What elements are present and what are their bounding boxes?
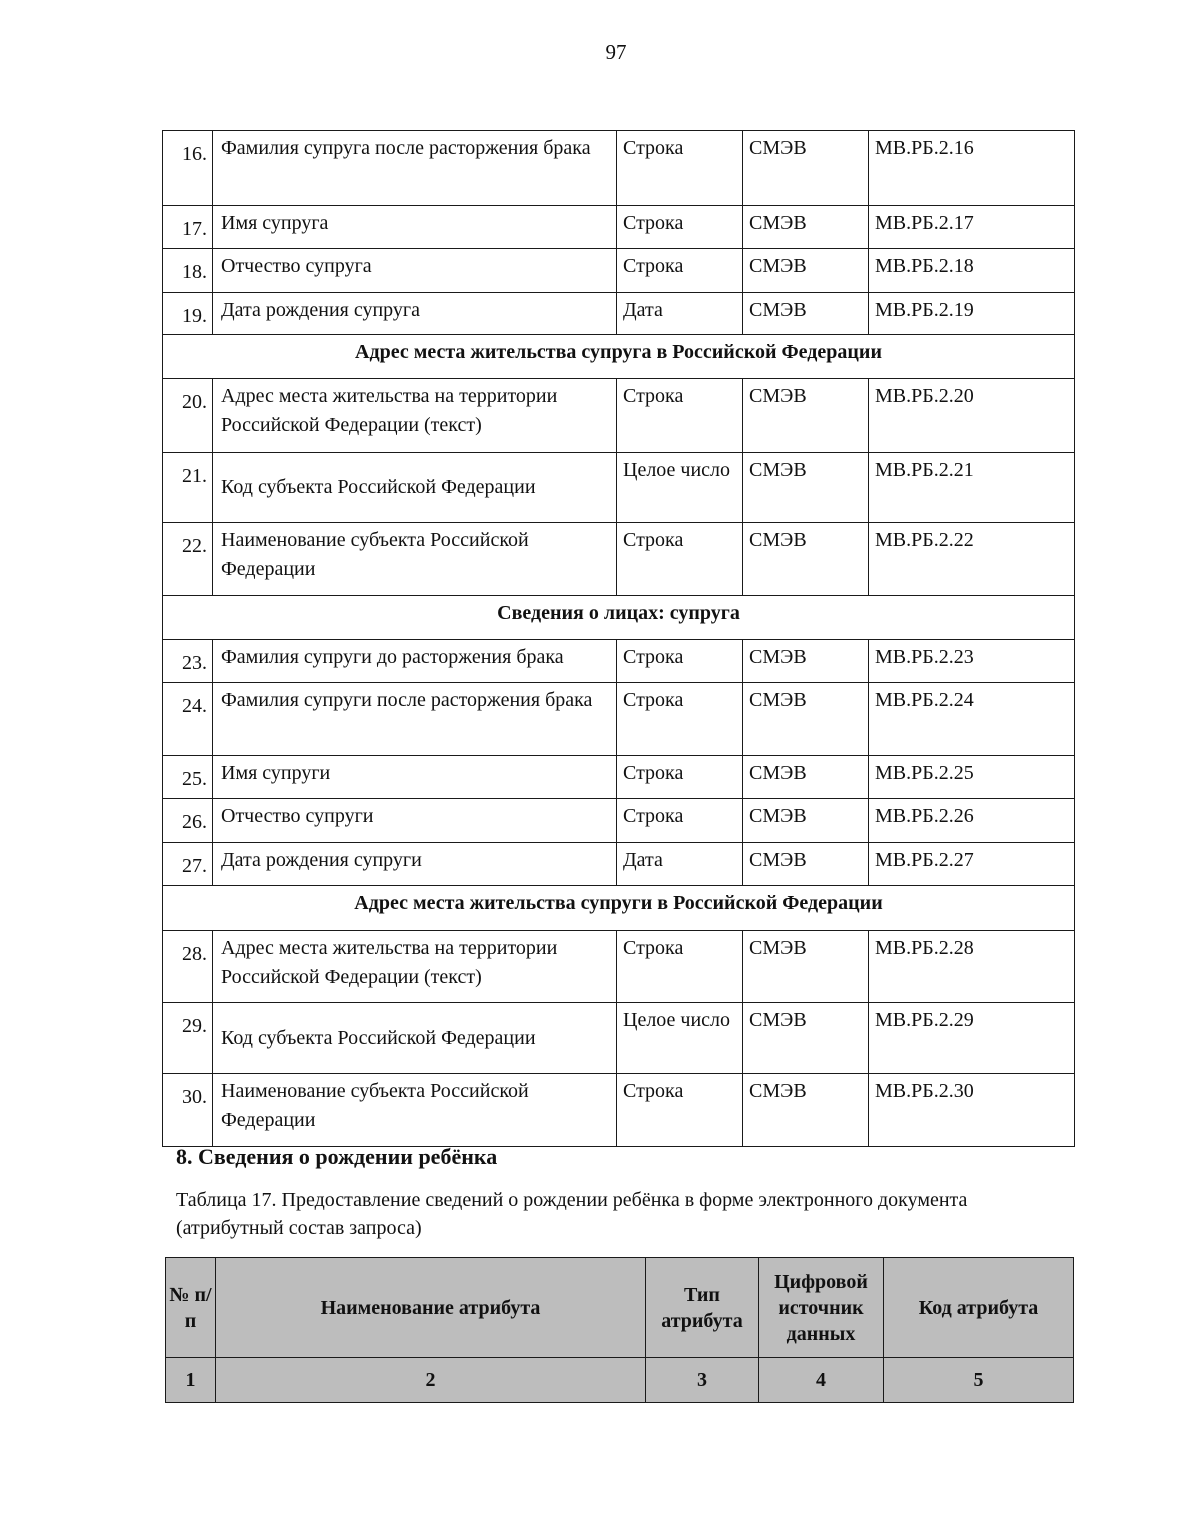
- row-number: 17.: [163, 206, 213, 249]
- column-header-number: № п/п: [166, 1258, 216, 1358]
- data-source: СМЭВ: [743, 131, 869, 206]
- attribute-code: МВ.РБ.2.19: [869, 293, 1075, 335]
- attribute-name: Код субъекта Российской Федерации: [213, 453, 617, 523]
- attribute-code: МВ.РБ.2.23: [869, 640, 1075, 683]
- attribute-code: МВ.РБ.2.29: [869, 1003, 1075, 1074]
- table-row: [163, 683, 1075, 756]
- data-source: СМЭВ: [743, 1074, 869, 1147]
- section-row: [163, 886, 1075, 931]
- row-number: 27.: [163, 843, 213, 886]
- row-number: 28.: [163, 931, 213, 1003]
- table-row: [163, 1074, 1075, 1147]
- attribute-type: Строка: [617, 640, 743, 683]
- table-row: [163, 756, 1075, 799]
- section-title: 8. Сведения о рождении ребёнка: [176, 1144, 498, 1169]
- attribute-name: Дата рождения супруги: [213, 843, 617, 886]
- data-source: СМЭВ: [743, 293, 869, 335]
- table-row: [163, 799, 1075, 843]
- row-number: 20.: [163, 379, 213, 453]
- attribute-type: Строка: [617, 206, 743, 249]
- column-header-attribute-type: Тип атрибута: [646, 1258, 759, 1358]
- row-number: 23.: [163, 640, 213, 683]
- row-number: 30.: [163, 1074, 213, 1147]
- attribute-name: Наименование субъекта Российской Федерации: [213, 1074, 617, 1147]
- table-row: [163, 931, 1075, 1003]
- column-number: 5: [884, 1358, 1074, 1403]
- attribute-type: Строка: [617, 756, 743, 799]
- attribute-type: Строка: [617, 379, 743, 453]
- row-number: 22.: [163, 523, 213, 596]
- table-row: [163, 843, 1075, 886]
- attribute-type: Целое число: [617, 1003, 743, 1074]
- data-source: СМЭВ: [743, 799, 869, 843]
- section-row: [163, 596, 1075, 640]
- attribute-name: Код субъекта Российской Федерации: [213, 1003, 617, 1074]
- row-number: 24.: [163, 683, 213, 756]
- attribute-code: МВ.РБ.2.26: [869, 799, 1075, 843]
- section-heading: Адрес места жительства супруга в Российской Федерации: [163, 335, 1075, 379]
- attribute-type: Строка: [617, 523, 743, 596]
- data-source: СМЭВ: [743, 640, 869, 683]
- attribute-type: Дата: [617, 843, 743, 886]
- attribute-name: Наименование субъекта Российской Федерации: [213, 523, 617, 596]
- attribute-name: Отчество супруги: [213, 799, 617, 843]
- table-row: [163, 249, 1075, 293]
- data-source: СМЭВ: [743, 379, 869, 453]
- column-number: 3: [646, 1358, 759, 1403]
- data-source: СМЭВ: [743, 931, 869, 1003]
- column-number: 1: [166, 1358, 216, 1403]
- attribute-name: Фамилия супруги после расторжения брака: [213, 683, 617, 756]
- data-source: СМЭВ: [743, 249, 869, 293]
- attribute-code: МВ.РБ.2.17: [869, 206, 1075, 249]
- attribute-type: Строка: [617, 683, 743, 756]
- attribute-code: МВ.РБ.2.21: [869, 453, 1075, 523]
- column-number-row: [166, 1358, 1074, 1403]
- attribute-type: Дата: [617, 293, 743, 335]
- section-heading: Сведения о лицах: супруга: [163, 596, 1075, 640]
- attribute-type: Строка: [617, 1074, 743, 1147]
- attribute-name: Имя супруга: [213, 206, 617, 249]
- data-source: СМЭВ: [743, 206, 869, 249]
- attribute-code: МВ.РБ.2.16: [869, 131, 1075, 206]
- row-number: 26.: [163, 799, 213, 843]
- data-source: СМЭВ: [743, 1003, 869, 1074]
- table-row: [163, 379, 1075, 453]
- table-17-header: [165, 1257, 1074, 1403]
- attribute-code: МВ.РБ.2.22: [869, 523, 1075, 596]
- column-number: 4: [759, 1358, 884, 1403]
- row-number: 29.: [163, 1003, 213, 1074]
- attribute-code: МВ.РБ.2.28: [869, 931, 1075, 1003]
- attribute-code: МВ.РБ.2.18: [869, 249, 1075, 293]
- data-source: СМЭВ: [743, 843, 869, 886]
- page-number: 97: [605, 40, 627, 64]
- attribute-code: МВ.РБ.2.27: [869, 843, 1075, 886]
- section-heading: Адрес места жительства супруги в Российской Федерации: [163, 886, 1075, 931]
- table-row: [163, 131, 1075, 206]
- row-number: 18.: [163, 249, 213, 293]
- attribute-type: Строка: [617, 931, 743, 1003]
- attribute-name: Адрес места жительства на территории Российской Федерации (текст): [213, 379, 617, 453]
- data-source: СМЭВ: [743, 453, 869, 523]
- attribute-name: Отчество супруга: [213, 249, 617, 293]
- attribute-name: Имя супруги: [213, 756, 617, 799]
- attribute-name: Фамилия супруга после расторжения брака: [213, 131, 617, 206]
- table-caption: Таблица 17. Предоставление сведений о рождении ребёнка в форме электронного документа (атрибутный состав запроса): [176, 1189, 968, 1239]
- column-header-attribute-code: Код атрибута: [884, 1258, 1074, 1358]
- table-row: [163, 293, 1075, 335]
- column-header-data-source: Цифровой источник данных: [759, 1258, 884, 1358]
- data-source: СМЭВ: [743, 523, 869, 596]
- attribute-code: МВ.РБ.2.24: [869, 683, 1075, 756]
- attribute-name: Адрес места жительства на территории Российской Федерации (текст): [213, 931, 617, 1003]
- attribute-code: МВ.РБ.2.25: [869, 756, 1075, 799]
- attribute-type: Строка: [617, 799, 743, 843]
- table-row: [163, 453, 1075, 523]
- table-row: [163, 1003, 1075, 1074]
- attribute-name: Фамилия супруги до расторжения брака: [213, 640, 617, 683]
- header-row: [166, 1258, 1074, 1358]
- table-row: [163, 640, 1075, 683]
- row-number: 19.: [163, 293, 213, 335]
- column-header-attribute-name: Наименование атрибута: [216, 1258, 646, 1358]
- attribute-name: Дата рождения супруга: [213, 293, 617, 335]
- attribute-code: МВ.РБ.2.30: [869, 1074, 1075, 1147]
- table-row: [163, 206, 1075, 249]
- row-number: 16.: [163, 131, 213, 206]
- attribute-type: Строка: [617, 249, 743, 293]
- table-row: [163, 523, 1075, 596]
- attribute-table-continued: [162, 130, 1075, 1147]
- data-source: СМЭВ: [743, 756, 869, 799]
- data-source: СМЭВ: [743, 683, 869, 756]
- attribute-type: Строка: [617, 131, 743, 206]
- attribute-code: МВ.РБ.2.20: [869, 379, 1075, 453]
- section-row: [163, 335, 1075, 379]
- row-number: 21.: [163, 453, 213, 523]
- row-number: 25.: [163, 756, 213, 799]
- attribute-type: Целое число: [617, 453, 743, 523]
- column-number: 2: [216, 1358, 646, 1403]
